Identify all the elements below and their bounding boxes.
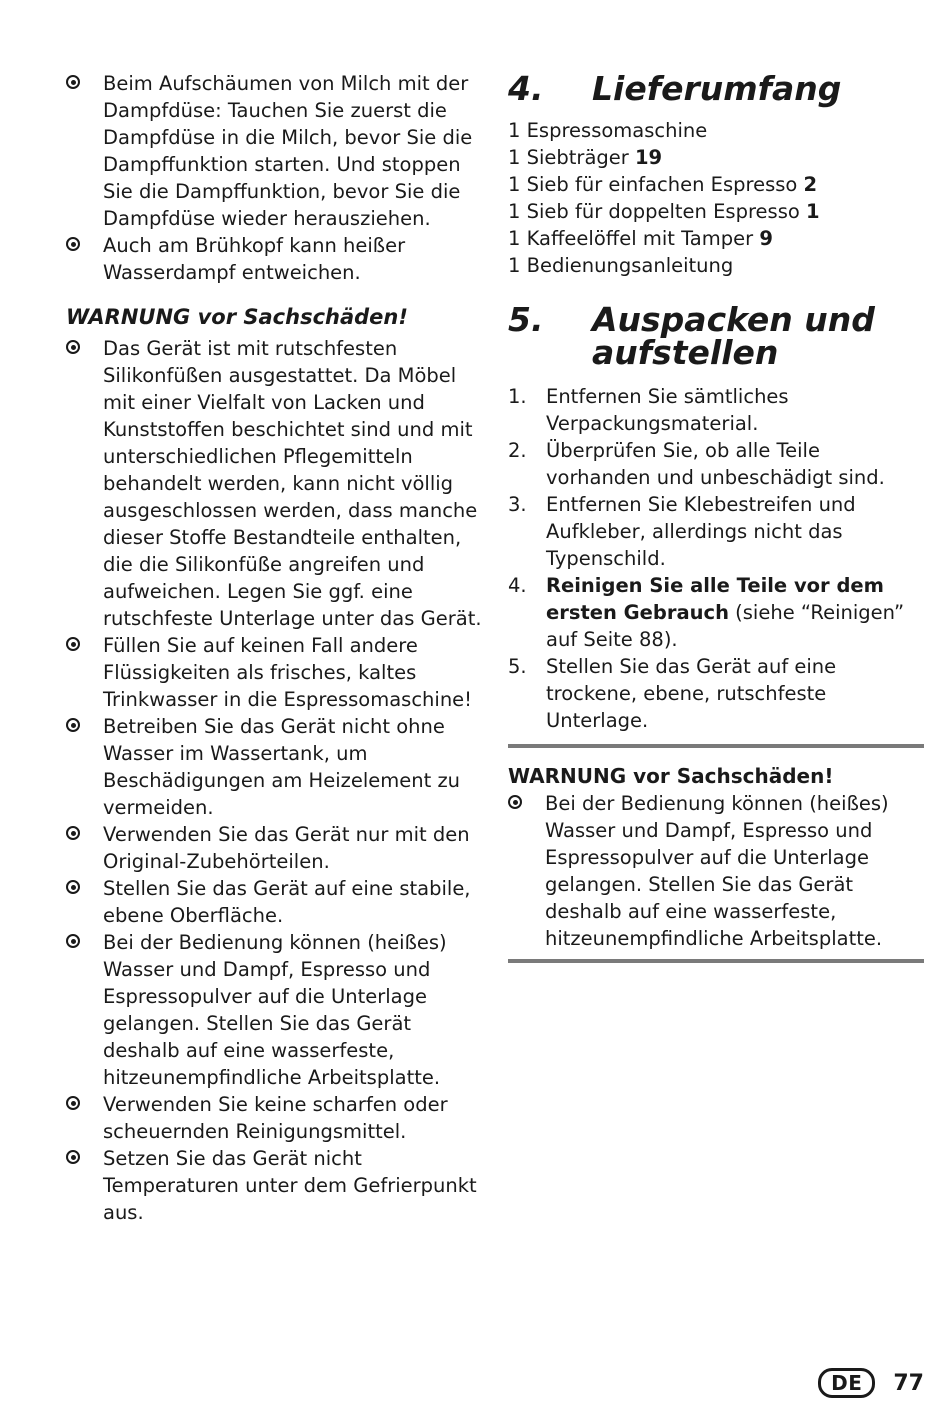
divider (508, 959, 924, 963)
step-item: 3. Entfernen Sie Klebestreifen und Aufkleber, allerdings nicht das Typenschild. (508, 493, 856, 570)
list-item: Bei der Bedienung können (heißes) Wasser und Dampf, Espresso und Espressopulver auf die Unterlage gelangen. Stellen Sie das Gerät deshalb auf eine wasserfeste, hitzeunempfindliche Arbeitsplatte. (508, 790, 924, 952)
step-item: 1. Entfernen Sie sämtliches Verpackungsmaterial. (508, 385, 789, 435)
section-5-heading (508, 300, 924, 372)
list-item: Betreiben Sie das Gerät nicht ohne Wasser im Wassertank, um Beschädigungen am Heizelement zu vermeiden. (66, 713, 486, 821)
list-item: 1 Siebträger 19 (508, 146, 663, 169)
list-item: 1 Espressomaschine (508, 119, 708, 142)
bullet-icon (66, 1150, 80, 1164)
step-item: 4. Reinigen Sie alle Teile vor dem ersten Gebrauch (siehe “Reinigen” auf Seite 88). (508, 574, 905, 651)
step-item: 5. Stellen Sie das Gerät auf eine trockene, ebene, rutschfeste Unterlage. (508, 655, 837, 732)
list-item: Bei der Bedienung können (heißes) Wasser und Dampf, Espresso und Espressopulver auf die Unterlage gelangen. Stellen Sie das Gerät deshalb auf eine wasserfeste, hitzeunempfindliche Arbeitsplatte. (66, 929, 486, 1091)
list-item: Beim Aufschäumen von Milch mit der Dampfdüse: Tauchen Sie zuerst die Dampfdüse in die Milch, bevor Sie die Dampffunktion starten. Und stoppen Sie die Dampffunktion, bevor Sie die Dampfdüse wieder herausziehen. (66, 70, 486, 232)
bullet-icon (66, 826, 80, 840)
bullet-icon (66, 880, 80, 894)
section-title-line2: aufstellen (592, 333, 779, 372)
bullet-icon (66, 1096, 80, 1110)
list-item: Auch am Brühkopf kann heißer Wasserdampf entweichen. (66, 232, 486, 286)
list-item: Stellen Sie das Gerät auf eine stabile, ebene Oberfläche. (66, 875, 486, 929)
bullet-icon (66, 934, 80, 948)
step-item: 2. Überprüfen Sie, ob alle Teile vorhanden und unbeschädigt sind. (508, 439, 885, 489)
section-number: 5. (508, 300, 544, 339)
bullet-icon (66, 340, 80, 354)
bullet-icon (66, 237, 80, 251)
warning-heading: WARNUNG vor Sachschäden! (66, 305, 408, 329)
list-item: Setzen Sie das Gerät nicht Temperaturen unter dem Gefrierpunkt aus. (66, 1145, 486, 1226)
page-number: 77 (893, 1370, 924, 1396)
list-item: Das Gerät ist mit rutschfesten Silikonfüßen ausgestattet. Da Möbel mit einer Vielfalt von Lacken und Kunststoffen beschichtet sind und mit unterschiedlichen Pflegemitteln behandelt werden, kann nicht völlig ausgeschlossen werden, dass manche dieser Stoffe Bestandteile enthalten, die die Silikonfüße angreifen und aufweichen. Legen Sie ggf. eine rutschfeste Unterlage unter das Gerät. (66, 335, 486, 632)
bullet-icon (66, 75, 80, 89)
warning-bullet-list (508, 790, 924, 952)
delivery-contents-list (508, 117, 924, 279)
divider (508, 744, 924, 748)
section-title-line1: Auspacken und (592, 300, 875, 339)
section-title: Lieferumfang (592, 69, 842, 108)
page-footer (818, 1368, 924, 1398)
setup-steps-list (508, 383, 924, 734)
list-item: Verwenden Sie keine scharfen oder scheuernden Reinigungsmittel. (66, 1091, 486, 1145)
list-item: 1 Sieb für doppelten Espresso 1 (508, 200, 820, 223)
bullet-icon (508, 795, 522, 809)
language-badge: DE (818, 1368, 875, 1398)
right-column (508, 70, 924, 963)
list-item: 1 Sieb für einfachen Espresso 2 (508, 173, 818, 196)
left-column (66, 70, 486, 1226)
bullet-icon (66, 637, 80, 651)
section-number: 4. (508, 69, 544, 108)
list-item: Füllen Sie auf keinen Fall andere Flüssigkeiten als frisches, kaltes Trinkwasser in die Espressomaschine! (66, 632, 486, 713)
bullet-icon (66, 718, 80, 732)
intro-bullet-list (66, 70, 486, 286)
warning-heading: WARNUNG vor Sachschäden! (508, 764, 834, 788)
list-item: 1 Bedienungsanleitung (508, 254, 734, 277)
list-item: 1 Kaffeelöffel mit Tamper 9 (508, 227, 773, 250)
section-4-heading (508, 69, 924, 108)
warning-bullet-list (66, 335, 486, 1226)
list-item: Verwenden Sie das Gerät nur mit den Original-Zubehörteilen. (66, 821, 486, 875)
